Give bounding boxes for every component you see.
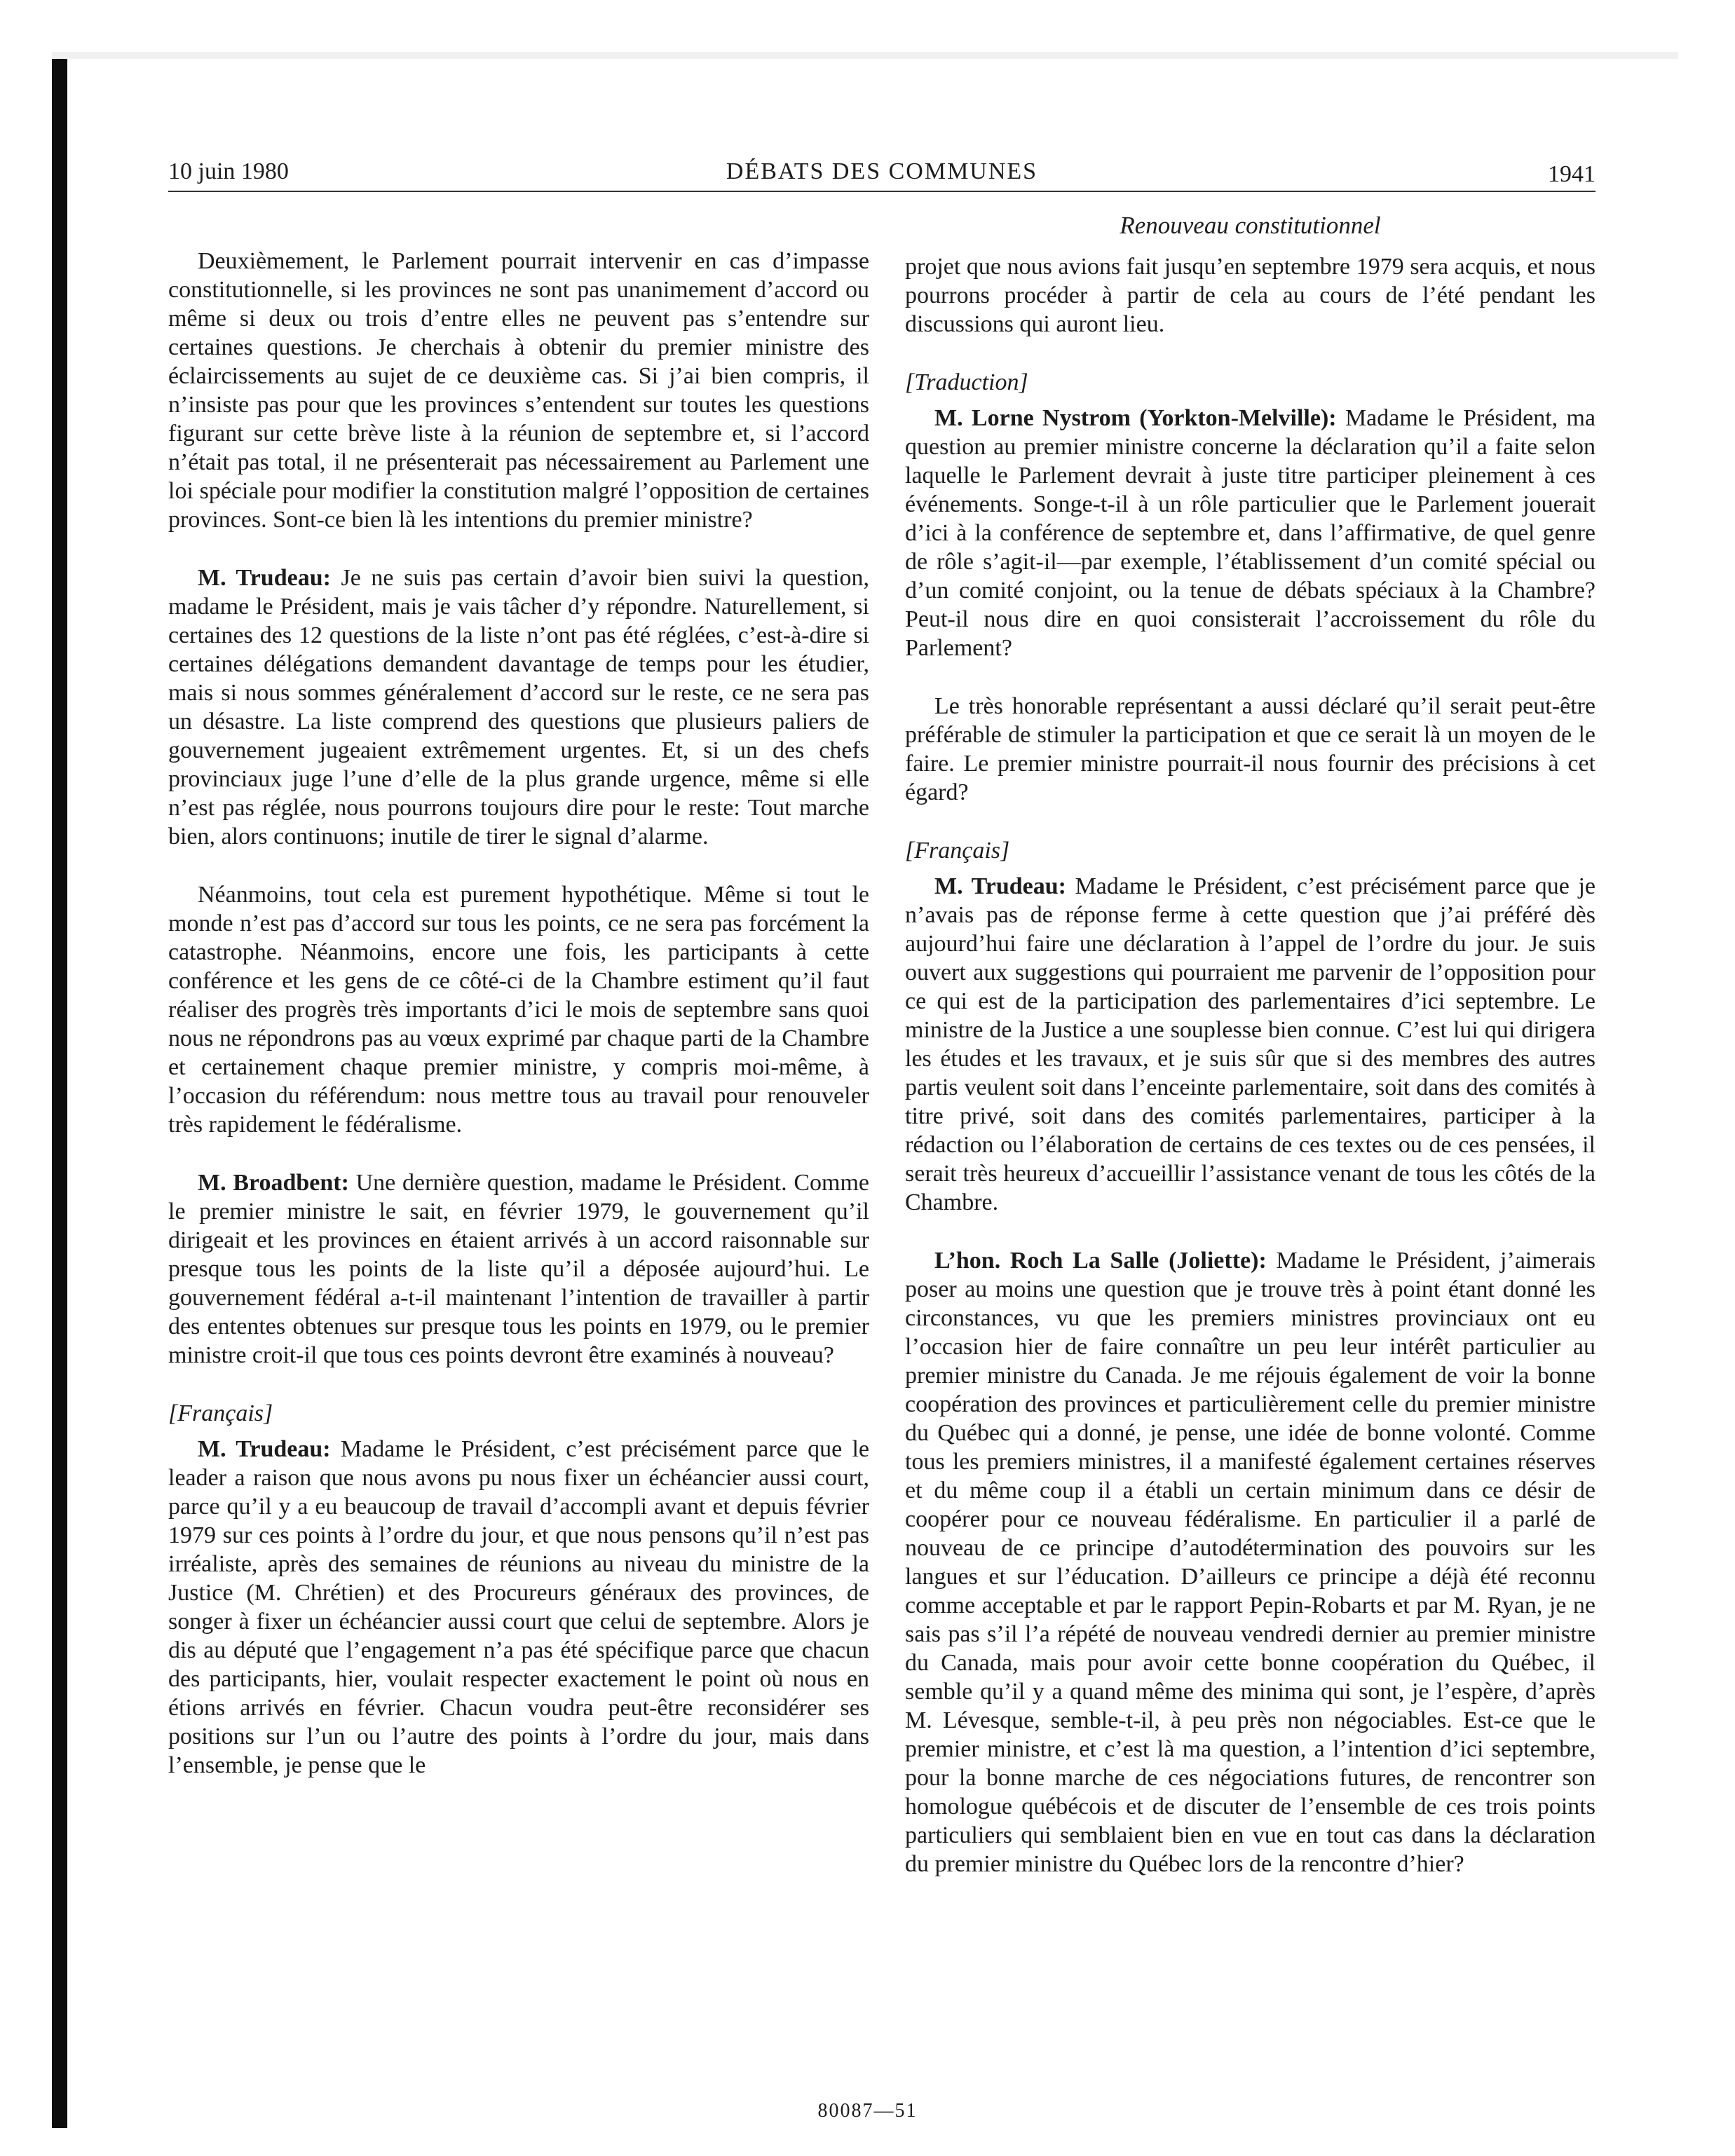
speaker-name: M. Trudeau:: [198, 565, 331, 591]
speech-text: Madame le Président, ma question au premier ministre concerne la déclaration qu’il a faite selon laquelle le Parlement devrait à juste titre participer pleinement à ces événements. Songe-t-il à un rôle particulier que le Parlement jouerait d’ici à la conférence de septembre et, dans l’affirmative, de quel genre de rôle s’agit-il—par exemple, l’établissement d’un comité spécial ou d’un comité conjoint, ou la tenue de débats spéciaux à la Chambre? Peut-il nous dire en quoi consisterait l’accroissement du rôle du Parlement?: [905, 405, 1595, 661]
speech-text: Je ne suis pas certain d’avoir bien suivi la question, madame le Président, mais je vais tâcher d’y répondre. Naturellement, si certaines des 12 questions de la liste n’ont pas été réglées, c’est-à-dire si certaines délégations demandent davantage de temps pour les étudier, mais si nous sommes généralement d’accord sur le reste, ce ne sera pas un désastre. La liste comprend des questions que plusieurs paliers de gouvernement jugeaient extrêmement urgentes. Et, si un des chefs provinciaux juge l’une d’elle de la plus grande urgence, même si elle n’est pas réglée, nous pourrons toujours dire pour le reste: Tout marche bien, alors continuons; inutile de tirer le signal d’alarme.: [168, 565, 869, 850]
running-head: Renouveau constitutionnel: [1120, 212, 1381, 239]
header-date: 10 juin 1980: [168, 158, 289, 184]
speech-text: Madame le Président, c’est précisément parce que le leader a raison que nous avons pu nous fixer un échéancier aussi court, parce qu’il y a eu beaucoup de travail d’accompli avant et depuis février 1979 sur ces points à l’ordre du jour, et que nous pensons qu’il n’est pas irréaliste, après des semaines de réunions au niveau du ministre de la Justice (M. Chrétien) et des Procureurs généraux des provinces, de songer à fixer un échéancier aussi court que celui de septembre. Alors je dis au député que l’engagement n’a pas été spécifique parce que chacun des participants, hier, voulait respecter exactement le point où nous en étions arrivés en février. Chacun voudra peut-être reconsidérer ses positions sur l’un ou l’autre des points à l’ordre du jour, mais dans l’ensemble, je pense que le: [168, 1436, 869, 1778]
page-header: [168, 156, 1595, 192]
language-label: [Français]: [905, 838, 1010, 864]
left-column: [168, 247, 869, 1780]
speaker-name: L’hon. Roch La Salle (Joliette):: [934, 1248, 1267, 1274]
speaker-name: M. Trudeau:: [198, 1436, 331, 1462]
speech-text: Une dernière question, madame le Président. Comme le premier ministre le sait, en février 1979, le gouvernement qu’il dirigeait et les provinces en étaient arrivés à un accord raisonnable sur presque tous les points de la liste qu’il a déposée aujourd’hui. Le gouvernement fédéral a-t-il maintenant l’intention de travailler à partir des ententes obtenues sur presque tous les points en 1979, ou le premier ministre croit-il que tous ces points devront être examinés à nouveau?: [168, 1170, 869, 1368]
paragraph: Deuxièmement, le Parlement pourrait intervenir en cas d’impasse constitutionnelle, si les provinces ne sont pas unanimement d’accord ou même si deux ou trois d’entre elles ne peuvent pas s’entendre sur certaines questions. Je cherchais à obtenir du premier ministre des éclaircissements au sujet de ce deuxième cas. Si j’ai bien compris, il n’insiste pas pour que les provinces s’entendent sur toutes les questions figurant sur cette brève liste à la réunion de septembre et, si l’accord n’était pas total, il ne présenterait pas nécessairement au Parlement une loi spéciale pour modifier la constitution malgré l’opposition de certaines provinces. Sont-ce bien là les intentions du premier ministre?: [168, 248, 869, 533]
scan-edge: [52, 52, 67, 2128]
page-number: 1941: [1548, 161, 1595, 187]
speech-text: Madame le Président, c’est précisément parce que je n’avais pas de réponse ferme à cette question que j’ai préféré dès aujourd’hui faire une déclaration à l’appel de l’ordre du jour. Je suis ouvert aux suggestions qui pourraient me parvenir de l’opposition pour ce qui est de la participation des parlementaires d’ici septembre. Le ministre de la Justice a une souplesse bien connue. C’est lui qui dirigera les études et les travaux, et je suis sûr que si des membres des autres partis veulent soit dans l’enceinte parlementaire, soit dans des comités à titre privé, soit dans des comités parlementaires, participer à la rédaction ou l’élaboration de certains de ces textes ou de ces pensées, il serait très heureux d’accueillir l’assistance venant de tous les côtés de la Chambre.: [905, 873, 1595, 1215]
paragraph: Néanmoins, tout cela est purement hypothétique. Même si tout le monde n’est pas d’accord sur tous les points, ce ne sera pas forcément la catastrophe. Néanmoins, encore une fois, les participants à cette conférence et les gens de ce côté-ci de la Chambre estiment qu’il faut réaliser des progrès très importants d’ici le mois de septembre sans quoi nous ne répondrons pas au vœux exprimé par chaque parti de la Chambre et certainement chaque premier ministre, y compris moi-même, à l’occasion du référendum: nous mettre tous au travail pour renouveler très rapidement le fédéralisme.: [168, 882, 869, 1138]
speaker-name: M. Lorne Nystrom (Yorkton-Melville):: [934, 405, 1337, 431]
paragraph: projet que nous avions fait jusqu’en septembre 1979 sera acquis, et nous pourrons procéder à partir de cela au cours de l’été pendant les discussions qui auront lieu.: [905, 254, 1595, 337]
speaker-name: M. Trudeau:: [934, 873, 1066, 899]
speech-la-salle: [905, 1246, 1595, 1878]
language-label: [Traduction]: [905, 369, 1028, 395]
speech-nystrom: [905, 404, 1595, 662]
speech-text: Madame le Président, j’aimerais poser au moins une question que je trouve très à point étant donné les circonstances, vu que les premiers ministres provinciaux ont eu l’occasion hier de faire connaître un peu leur intérêt particulier au premier ministre du Canada. Je me réjouis également de voir la bonne coopération des provinces et particulièrement celle du premier ministre du Québec qui a donné, je pense, une idée de bonne volonté. Comme tous les premiers ministres, il a manifesté également certaines réserves et du même coup il a établi un certain minimum dans ce désir de coopérer pour ce nouveau fédéralisme. En particulier il a parlé de nouveau de ce principe d’autodétermination des pouvoirs sur les langues et sur l’éducation. D’ailleurs ce principe a déjà été reconnu comme acceptable et par le rapport Pepin-Robarts et par M. Ryan, je ne sais pas s’il l’a répété de nouveau vendredi dernier au premier ministre du Canada, mais pour avoir cette bonne coopération du Québec, il semble qu’il y a quand même des minima qui sont, je l’espère, d’après M. Lévesque, semble-t-il, à peu près non négociables. Est-ce que le premier ministre, et c’est là ma question, a l’intention d’ici septembre, pour la bonne marche de ces négociations futures, de rencontrer son homologue québécois et de discuter de l’ensemble de ces trois points particuliers qui semblaient bien en vue en tout cas dans la déclaration du premier ministre du Québec lors de la rencontre d’hier?: [905, 1248, 1595, 1877]
language-label: [Français]: [168, 1400, 273, 1426]
paragraph: Le très honorable représentant a aussi déclaré qu’il serait peut-être préférable de stimuler la participation et que ce serait là un moyen de le faire. Le premier ministre pourrait-il nous fournir des précisions à cet égard?: [905, 693, 1595, 805]
speaker-name: M. Broadbent:: [198, 1170, 349, 1196]
speech-trudeau-2: [168, 1435, 869, 1780]
scan-edge-top: [52, 52, 1678, 59]
right-column: [905, 252, 1595, 1878]
speech-trudeau-1: [168, 564, 869, 851]
print-code: 80087—51: [817, 2100, 918, 2122]
speech-trudeau-3: [905, 872, 1595, 1217]
header-title: DÉBATS DES COMMUNES: [726, 158, 1038, 184]
speech-broadbent: [168, 1168, 869, 1370]
